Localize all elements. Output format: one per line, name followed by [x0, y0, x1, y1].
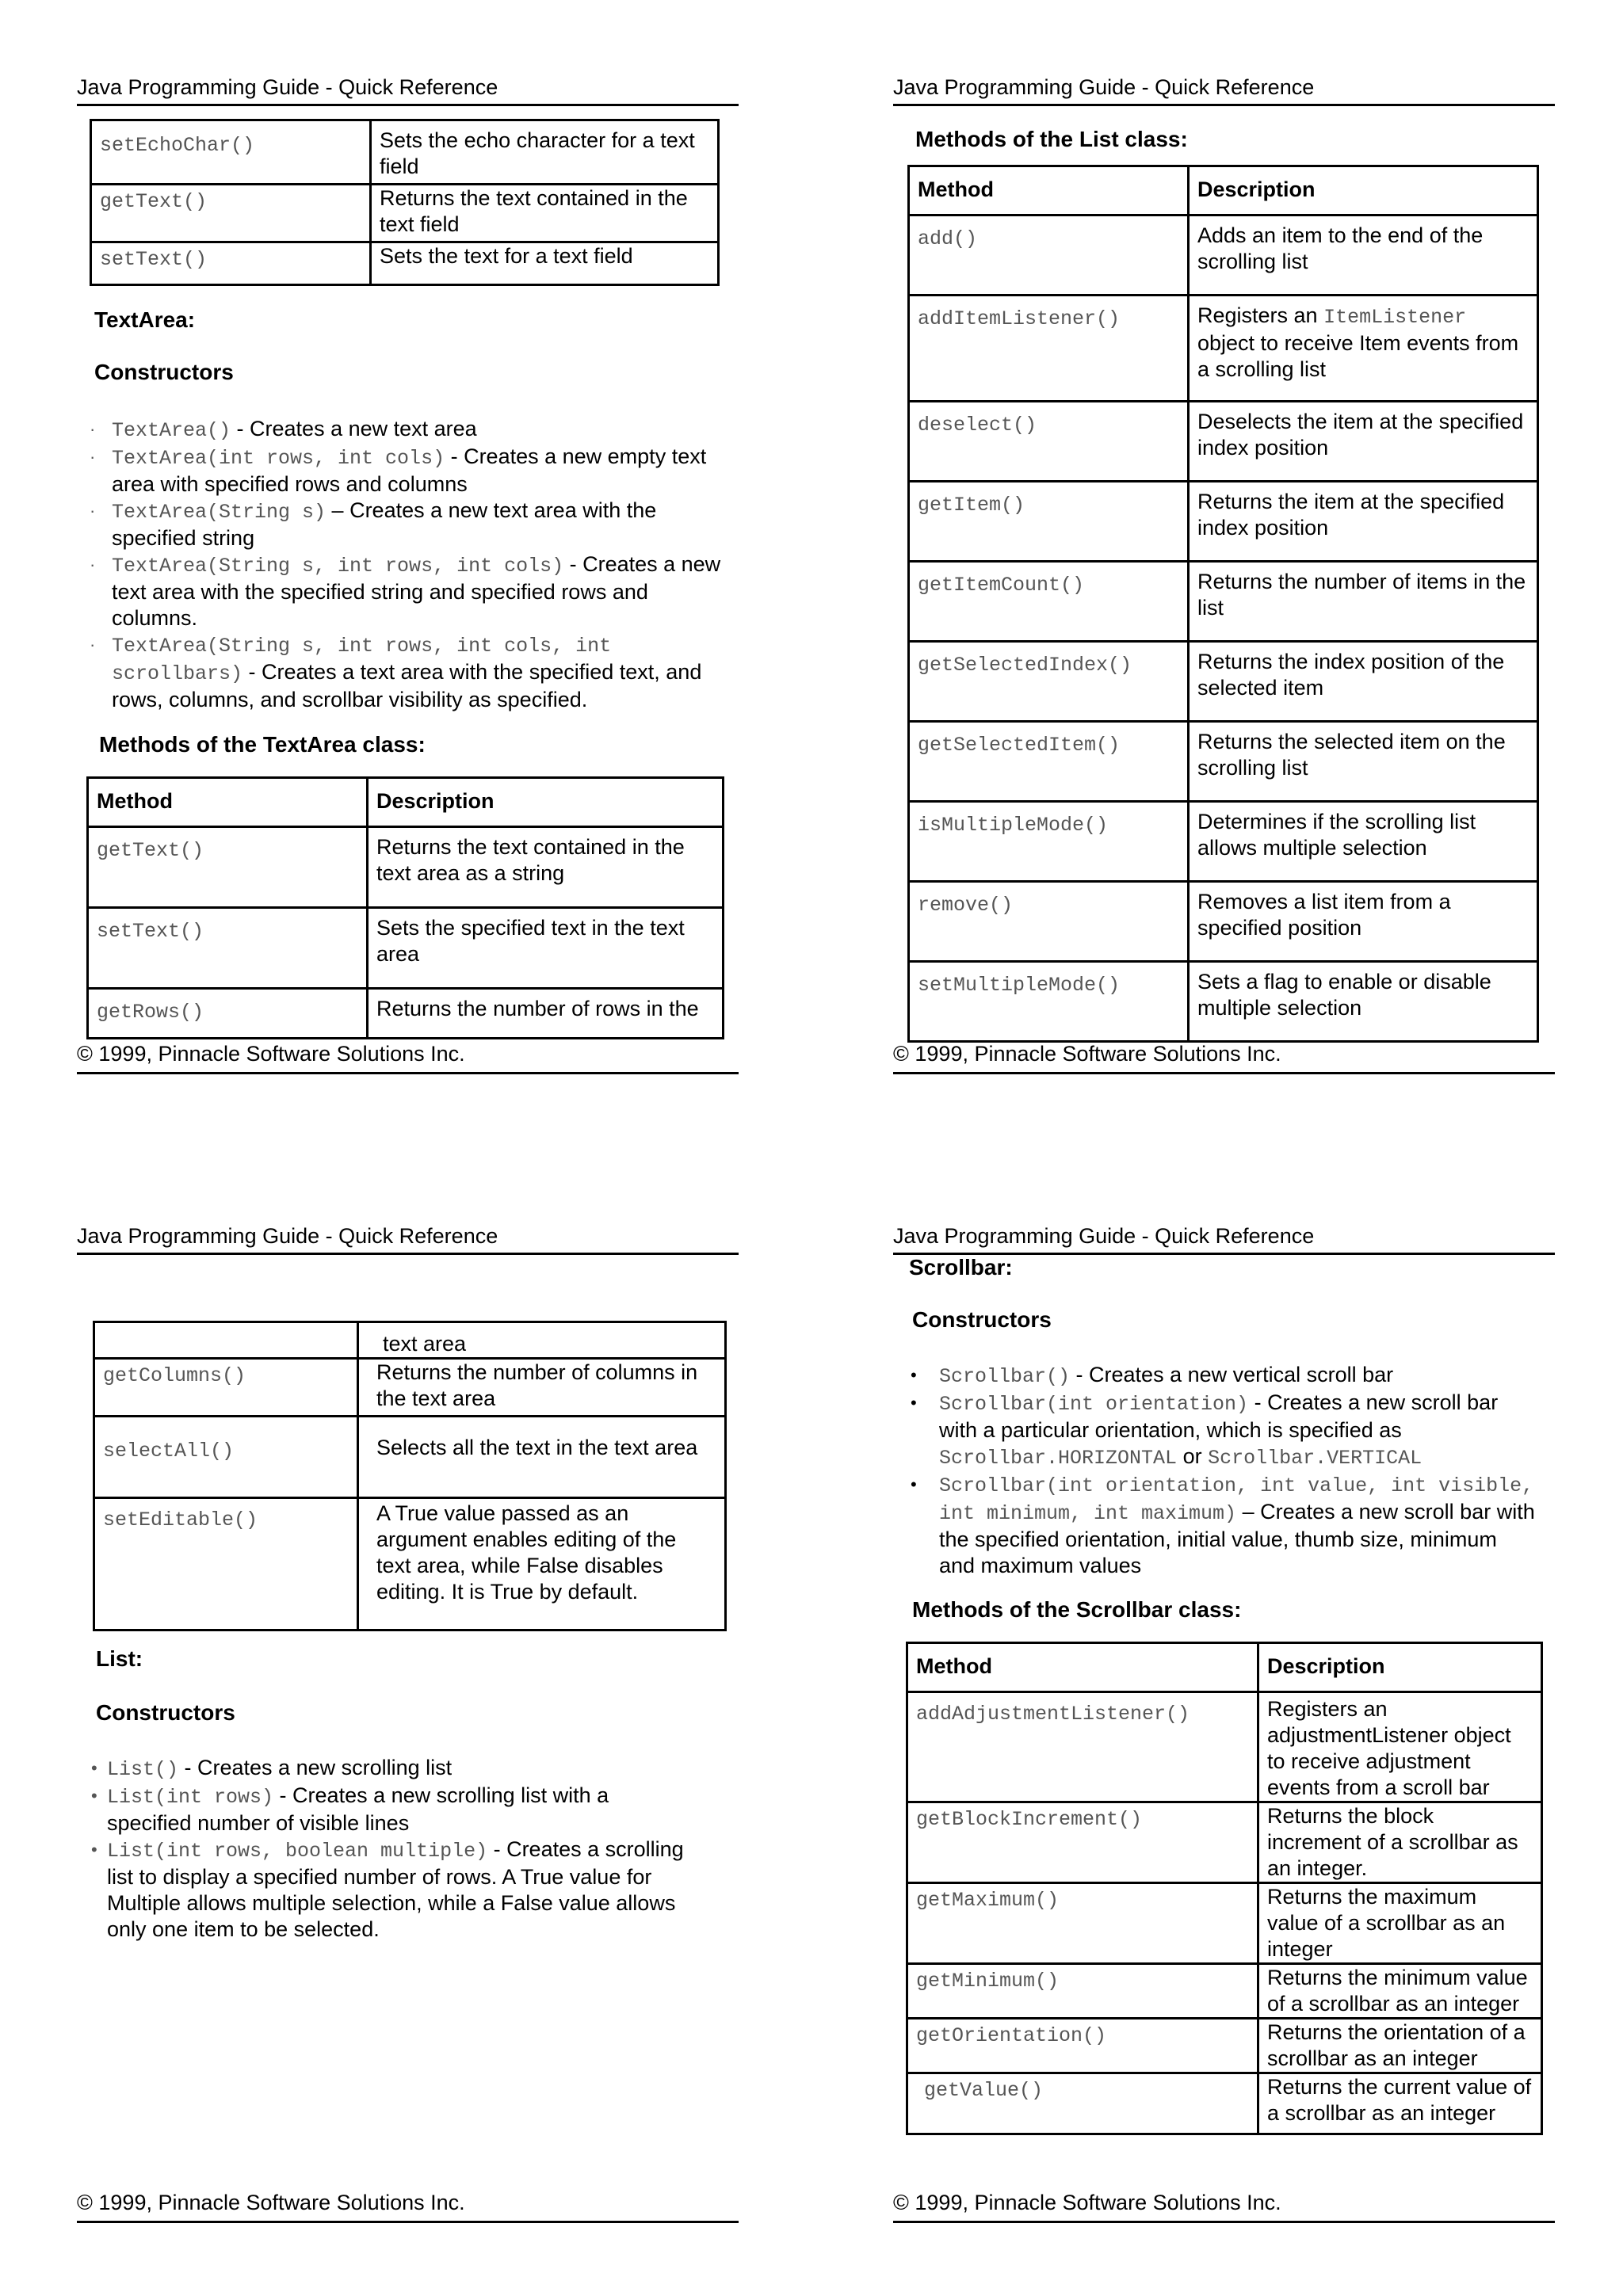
constructor-signature: Scrollbar(int orientation, int value, int visible, int minimum, int maximum) [939, 1474, 1534, 1525]
method-description: A True value passed as an argument enables editing of the text area, while False disables editing. It is True by default. [358, 1498, 726, 1630]
table-row [909, 215, 1538, 296]
column-header-description: Description [1189, 166, 1538, 215]
constructor-description: - Creates a new empty text area with specified rows and columns [112, 444, 707, 496]
table-row [91, 120, 719, 185]
methods-heading: Methods of the TextArea class: [99, 732, 426, 757]
section-title: Scrollbar: [909, 1255, 1013, 1280]
page-4 [893, 1224, 1555, 2294]
table-header-row [88, 778, 724, 827]
description-text: Registers an [1197, 303, 1324, 327]
constructor-signature: Scrollbar() [939, 1365, 1071, 1388]
method-name: setText() [91, 242, 371, 285]
textfield-methods-continued-table [90, 119, 720, 286]
method-description: Selects all the text in the text area [358, 1417, 726, 1498]
constructor-description: - Creates a new scrolling list [178, 1756, 453, 1779]
list-methods-table [907, 165, 1539, 1043]
list-item: • Scrollbar() - Creates a new vertical scroll bar [911, 1363, 1394, 1388]
method-name: getBlockIncrement() [907, 1802, 1258, 1883]
method-name: getRows() [88, 989, 368, 1039]
method-description: Removes a list item from a specified position [1189, 882, 1538, 962]
constructor-signature: TextArea(String s) [112, 501, 327, 524]
textarea-methods-table [86, 776, 724, 1039]
method-description: Returns the current value of a scrollbar as an integer [1258, 2073, 1542, 2134]
method-description: Returns the maximum value of a scrollbar as an integer [1258, 1883, 1542, 1964]
description-text: object to receive Item events from a scrolling list [1197, 331, 1519, 381]
table-row [94, 1498, 726, 1630]
table-header-row [907, 1643, 1542, 1692]
method-name: getOrientation() [907, 2019, 1258, 2073]
page-header: Java Programming Guide - Quick Reference [893, 75, 1555, 106]
column-header-description: Description [368, 778, 724, 827]
page-footer: © 1999, Pinnacle Software Solutions Inc. [893, 2191, 1555, 2223]
section-title: List: [96, 1646, 143, 1671]
table-row [94, 1359, 726, 1417]
method-description: text area [358, 1322, 726, 1359]
method-name: add() [909, 215, 1189, 296]
table-row [91, 185, 719, 242]
constructor-signature: TextArea(String s, int rows, int cols) [112, 555, 564, 578]
method-description: Returns the selected item on the scrolling list [1189, 722, 1538, 802]
method-description: Adds an item to the end of the scrolling list [1189, 215, 1538, 296]
method-name: setEchoChar() [91, 120, 371, 185]
method-name: getColumns() [94, 1359, 358, 1417]
list-item: · TextArea(int rows, int cols) - Creates a new empty text area with specified rows and columns [90, 444, 707, 496]
method-name: getMinimum() [907, 1964, 1258, 2019]
method-name: getItemCount() [909, 562, 1189, 642]
list-item: • List(int rows) - Creates a new scrolling list with a specified number of visible lines [91, 1783, 609, 1835]
table-row [909, 962, 1538, 1042]
method-description [1189, 296, 1538, 402]
method-description: Returns the text contained in the text field [371, 185, 719, 242]
column-header-method: Method [88, 778, 368, 827]
table-row [94, 1322, 726, 1359]
constructor-signature: List(int rows) [107, 1786, 274, 1809]
method-description: Returns the text contained in the text area as a string [368, 827, 724, 908]
list-item: • List() - Creates a new scrolling list [91, 1756, 453, 1781]
table-row [907, 1802, 1542, 1883]
table-header-row [909, 166, 1538, 215]
list-item: • Scrollbar(int orientation) - Creates a new scroll bar with a particular orientation, which is specified as Scrollbar.HORIZONTAL or Scrollbar.VERTICAL [911, 1390, 1499, 1470]
table-row [909, 482, 1538, 562]
table-row [909, 882, 1538, 962]
constructor-list [911, 1362, 1537, 1579]
table-row [909, 296, 1538, 402]
method-description: Returns the minimum value of a scrollbar as an integer [1258, 1964, 1542, 2019]
scrollbar-methods-table [906, 1642, 1543, 2135]
method-name: getSelectedItem() [909, 722, 1189, 802]
constructors-heading: Constructors [96, 1700, 235, 1725]
page-1 [77, 75, 739, 1145]
constant-code: Scrollbar.VERTICAL [1208, 1447, 1423, 1470]
method-description: Sets the echo character for a text field [371, 120, 719, 185]
list-item: · TextArea(String s, int rows, int cols) - Creates a new text area with the specified string and specified rows and columns. [90, 552, 721, 630]
methods-heading: Methods of the Scrollbar class: [912, 1597, 1242, 1622]
list-item: • Scrollbar(int orientation, int value, int visible, int minimum, int maximum) – Creates a new scroll bar with the specified orientation, initial value, thumb size, minimum and maximum values [911, 1474, 1535, 1577]
table-row [907, 1883, 1542, 1964]
page-footer: © 1999, Pinnacle Software Solutions Inc. [77, 2191, 739, 2223]
method-name: getItem() [909, 482, 1189, 562]
method-description: Sets the text for a text field [371, 242, 719, 285]
method-description: Returns the index position of the selected item [1189, 642, 1538, 722]
list-item: • List(int rows, boolean multiple) - Creates a scrolling list to display a specified number of rows. A True value for Multiple allows multiple selection, while a False value allows only one item to be selected. [91, 1837, 684, 1941]
constructor-description: - Creates a new scrolling list with a specified number of visible lines [107, 1783, 609, 1835]
list-item: · TextArea() - Creates a new text area [90, 417, 477, 442]
method-name: selectAll() [94, 1417, 358, 1498]
list-item: · TextArea(String s) – Creates a new text area with the specified string [90, 498, 657, 550]
method-description: Returns the number of items in the list [1189, 562, 1538, 642]
textarea-methods-continued-table [93, 1321, 727, 1631]
constructors-heading: Constructors [94, 360, 234, 384]
table-row [909, 562, 1538, 642]
column-header-description: Description [1258, 1643, 1542, 1692]
method-description: Returns the block increment of a scrollbar as an integer. [1258, 1802, 1542, 1883]
method-name: setEditable() [94, 1498, 358, 1630]
table-row [88, 827, 724, 908]
constructor-signature: List(int rows, boolean multiple) [107, 1840, 488, 1863]
method-description: Deselects the item at the specified index position [1189, 402, 1538, 482]
constructor-description: - Creates a new text area [231, 417, 477, 441]
constructor-signature: TextArea(String s, int rows, int cols, int scrollbars) [112, 635, 612, 685]
table-row [909, 722, 1538, 802]
method-description: Returns the item at the specified index position [1189, 482, 1538, 562]
method-description: Returns the number of rows in the [368, 989, 724, 1039]
constructor-list [90, 416, 724, 713]
table-row [88, 989, 724, 1039]
method-name: addItemListener() [909, 296, 1189, 402]
table-row [909, 802, 1538, 882]
page-header: Java Programming Guide - Quick Reference [77, 1224, 739, 1255]
constructor-description: - Creates a new text area with the specified string and specified rows and columns. [112, 552, 721, 630]
table-row [88, 908, 724, 989]
constructor-description: - Creates a new scroll bar with a particular orientation, which is specified as [939, 1390, 1499, 1442]
method-name [94, 1322, 358, 1359]
constructor-description: - Creates a new vertical scroll bar [1070, 1363, 1394, 1386]
constructor-description: - Creates a scrolling list to display a specified number of rows. A True value for Multiple allows multiple selection, while a False value allows only one item to be selected. [107, 1837, 684, 1941]
conjunction-text: or [1177, 1444, 1209, 1468]
page-2 [893, 75, 1555, 1145]
constructor-signature: TextArea(int rows, int cols) [112, 447, 445, 470]
page-header: Java Programming Guide - Quick Reference [893, 1224, 1555, 1255]
page-3 [77, 1224, 739, 2294]
constructor-description: - Creates a text area with the specified text, and rows, columns, and scrollbar visibility as specified. [112, 660, 702, 711]
page-footer: © 1999, Pinnacle Software Solutions Inc. [77, 1042, 739, 1074]
constructor-signature: TextArea() [112, 419, 231, 442]
methods-heading: Methods of the List class: [915, 127, 1188, 151]
table-row [909, 402, 1538, 482]
table-row [909, 642, 1538, 722]
method-description: Registers an adjustmentListener object to receive adjustment events from a scroll bar [1258, 1692, 1542, 1802]
table-row [907, 1964, 1542, 2019]
method-name: setMultipleMode() [909, 962, 1189, 1042]
method-name: getMaximum() [907, 1883, 1258, 1964]
constructors-heading: Constructors [912, 1307, 1052, 1332]
method-name: addAdjustmentListener() [907, 1692, 1258, 1802]
method-description: Sets a flag to enable or disable multiple selection [1189, 962, 1538, 1042]
method-description: Sets the specified text in the text area [368, 908, 724, 989]
method-name: remove() [909, 882, 1189, 962]
table-row [907, 2019, 1542, 2073]
method-name: getSelectedIndex() [909, 642, 1189, 722]
constructor-signature: List() [107, 1758, 179, 1781]
constructor-description: – Creates a new text area with the specified string [112, 498, 657, 550]
table-row [907, 1692, 1542, 1802]
method-name: getText() [88, 827, 368, 908]
constructor-description: – Creates a new scroll bar with the specified orientation, initial value, thumb size, minimum and maximum values [939, 1500, 1535, 1577]
method-name: getValue() [907, 2073, 1258, 2134]
method-name: isMultipleMode() [909, 802, 1189, 882]
constructor-signature: Scrollbar(int orientation) [939, 1393, 1249, 1416]
method-name: setText() [88, 908, 368, 989]
method-description: Returns the number of columns in the text area [358, 1359, 726, 1417]
section-title: TextArea: [94, 307, 196, 332]
method-description: Determines if the scrolling list allows multiple selection [1189, 802, 1538, 882]
page-header: Java Programming Guide - Quick Reference [77, 75, 739, 106]
table-row [907, 2073, 1542, 2134]
method-name: getText() [91, 185, 371, 242]
table-row [91, 242, 719, 285]
list-item: · TextArea(String s, int rows, int cols, int scrollbars) - Creates a text area with the specified text, and rows, columns, and scrollbar visibility as specified. [90, 635, 702, 711]
method-name: deselect() [909, 402, 1189, 482]
class-name-code: ItemListener [1323, 306, 1467, 329]
constructor-list [91, 1755, 693, 1943]
column-header-method: Method [909, 166, 1189, 215]
method-description: Returns the orientation of a scrollbar as an integer [1258, 2019, 1542, 2073]
column-header-method: Method [907, 1643, 1258, 1692]
constant-code: Scrollbar.HORIZONTAL [939, 1447, 1178, 1470]
table-row [94, 1417, 726, 1498]
page-footer: © 1999, Pinnacle Software Solutions Inc. [893, 1042, 1555, 1074]
